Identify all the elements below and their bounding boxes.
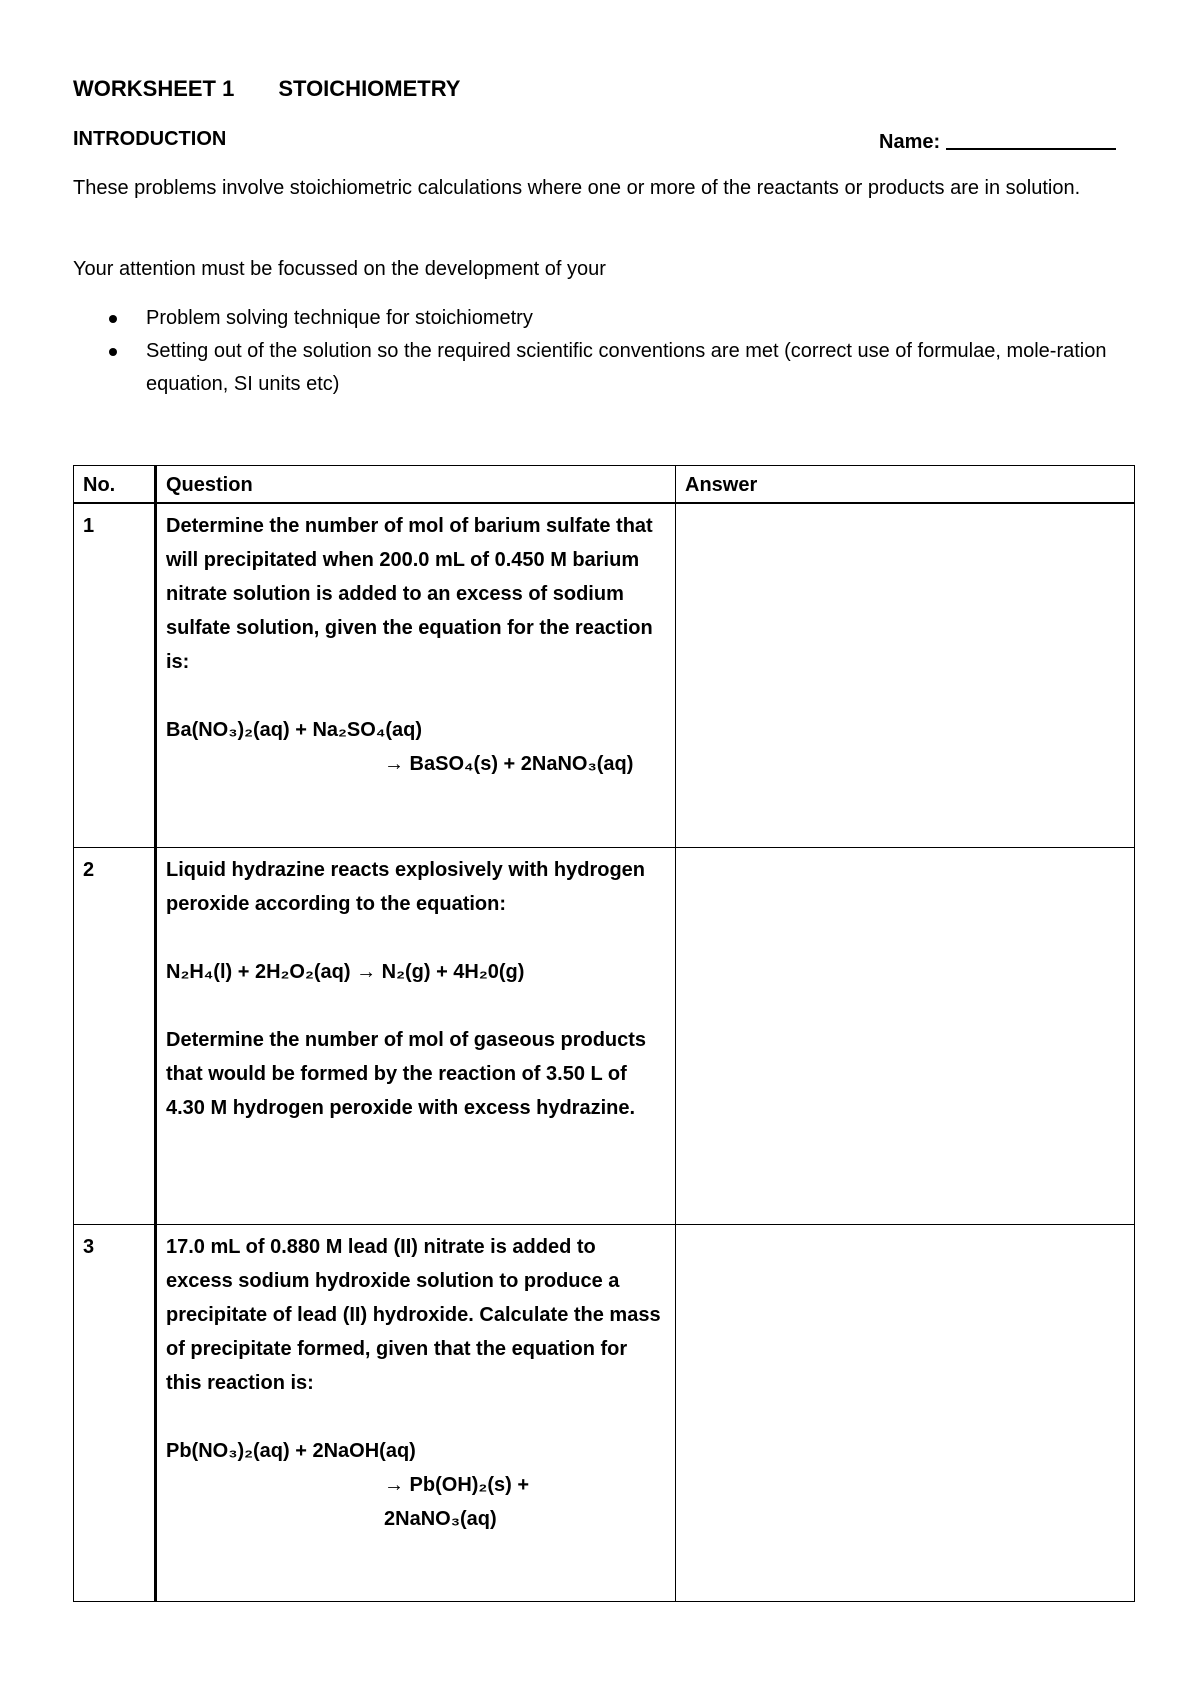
- name-blank-line[interactable]: [946, 128, 1116, 150]
- question-cell: [156, 503, 676, 848]
- equation-line: → BaSO₄(s) + 2NaNO₃(aq): [384, 753, 634, 775]
- answer-cell[interactable]: [676, 848, 1135, 1225]
- question-text: Liquid hydrazine reacts explosively with hydrogen peroxide according to the equation:: [166, 859, 646, 915]
- focus-list: [73, 302, 1138, 401]
- answer-cell[interactable]: [676, 503, 1135, 848]
- bullet-icon: [109, 348, 117, 356]
- column-header-question: Question: [156, 466, 676, 504]
- equation-line: → Pb(OH)₂(s) +: [384, 1474, 529, 1496]
- list-item: Problem solving technique for stoichiometry: [73, 302, 1138, 335]
- questions-table: [73, 465, 1135, 1602]
- name-label: Name:: [879, 131, 941, 153]
- question-text: 17.0 mL of 0.880 M lead (II) nitrate is added to excess sodium hydroxide solution to produce a precipitate of lead (II) hydroxide. Calculate the mass of precipitate formed, given that the equation for this reaction is:: [166, 1236, 661, 1394]
- answer-cell[interactable]: [676, 1225, 1135, 1602]
- question-number: 2: [74, 848, 156, 1225]
- question-cell: [156, 848, 676, 1225]
- worksheet-number: WORKSHEET 1: [73, 76, 235, 101]
- equation-line: 2NaNO₃(aq): [384, 1508, 497, 1530]
- name-field[interactable]: [879, 128, 1116, 154]
- question-text: Determine the number of mol of barium sulfate that will precipitated when 200.0 mL of 0.450 M barium nitrate solution is added to an excess of sodium sulfate solution, given the equation for the reaction is:: [166, 515, 653, 673]
- question-number: 3: [74, 1225, 156, 1602]
- table-row: [74, 848, 1135, 1225]
- question-cell: [156, 1225, 676, 1602]
- worksheet-topic: STOICHIOMETRY: [278, 76, 461, 101]
- worksheet-title: [73, 76, 460, 102]
- table-header-row: [74, 466, 1135, 504]
- column-header-no: No.: [74, 466, 156, 504]
- list-item: Setting out of the solution so the required scientific conventions are met (correct use of formulae, mole-ration equation, SI units etc): [73, 335, 1138, 401]
- equation-line: N₂H₄(l) + 2H₂O₂(aq) → N₂(g) + 4H₂0(g): [166, 961, 525, 983]
- equation-line: Pb(NO₃)₂(aq) + 2NaOH(aq): [166, 1440, 416, 1462]
- equation-line: Ba(NO₃)₂(aq) + Na₂SO₄(aq): [166, 719, 423, 741]
- bullet-icon: [109, 315, 117, 323]
- intro-lead: Your attention must be focussed on the development of your: [73, 258, 606, 280]
- question-text-continued: Determine the number of mol of gaseous products that would be formed by the reaction of 3.50 L of 4.30 M hydrogen peroxide with excess hydrazine.: [166, 1029, 647, 1119]
- table-row: [74, 1225, 1135, 1602]
- section-heading: INTRODUCTION: [73, 128, 227, 150]
- column-header-answer: Answer: [676, 466, 1135, 504]
- intro-paragraph: These problems involve stoichiometric calculations where one or more of the reactants or products are in solution.: [73, 177, 1081, 199]
- question-number: 1: [74, 503, 156, 848]
- table-row: [74, 503, 1135, 848]
